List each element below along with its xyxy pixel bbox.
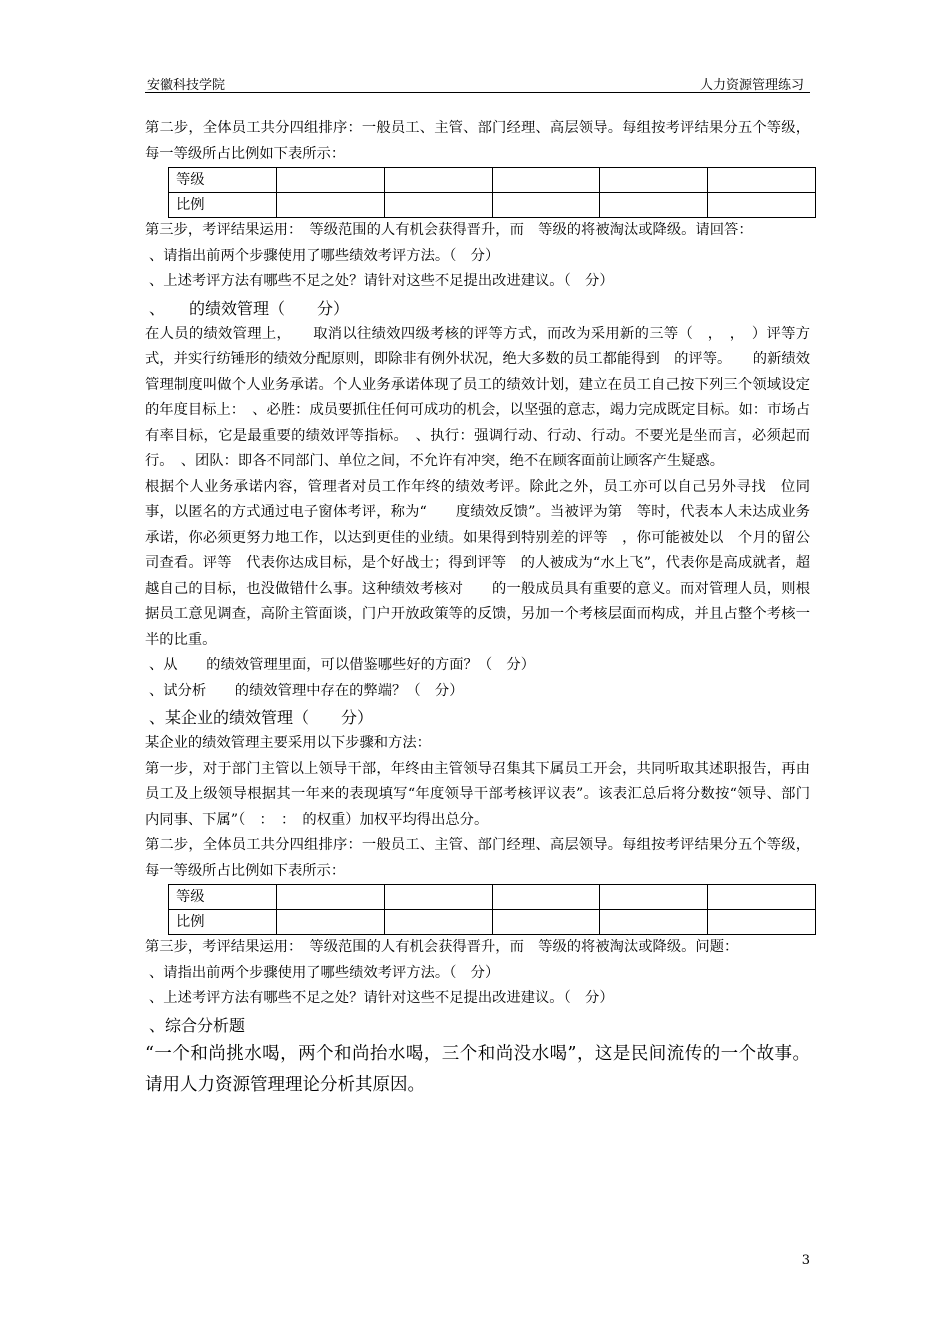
table-cell [492, 885, 600, 910]
table-cell [492, 168, 600, 193]
table-cell [600, 885, 708, 910]
page-number: 3 [801, 1253, 810, 1268]
table-cell [277, 910, 385, 935]
intro-text: 某企业的绩效管理主要采用以下步骤和方法： [145, 735, 431, 751]
header-school: 安徽科技学院 [147, 78, 226, 93]
case-text: “一个和尚挑水喝，两个和尚抬水喝，三个和尚没水喝”，这是民间流传的一个故事。请用人力资源管理理论分析其原因。 [145, 1043, 810, 1095]
question-1: 、从 的绩效管理里面，可以借鉴哪些好的方面？（ 分） [149, 657, 536, 673]
ratio-label: 比例 [169, 193, 277, 218]
table-cell [708, 885, 816, 910]
question-1: 、请指出前两个步骤使用了哪些绩效考评方法。（ 分） [149, 247, 500, 264]
table-cell [384, 885, 492, 910]
ratio-label: 比例 [169, 910, 277, 935]
question-1: 、请指出前两个步骤使用了哪些绩效考评方法。（ 分） [149, 964, 500, 981]
page-header [145, 72, 810, 93]
table-cell [600, 168, 708, 193]
table-cell [708, 193, 816, 218]
grade-label: 等级 [169, 885, 277, 910]
table-cell [384, 193, 492, 218]
step3-text: 第三步，考评结果运用： 等级范围的人有机会获得晋升，而 等级的将被淘汰或降级。请回答： [145, 222, 753, 238]
grade-table [168, 884, 816, 935]
table-row [169, 193, 816, 218]
question-2: 、上述考评方法有哪些不足之处？请针对这些不足提出改进建议。（ 分） [149, 273, 614, 289]
table-row [169, 168, 816, 193]
table-cell [384, 910, 492, 935]
step2-text: 第二步，全体员工共分四组排序：一般员工、主管、部门经理、高层领导。每组按考评结果分五个等级，每一等级所占比例如下表所示： [145, 120, 810, 162]
section-title: 、 的绩效管理（ 分） [149, 298, 350, 318]
paragraph: 根据个人业务承诺内容，管理者对员工作年终的绩效考评。除此之外，员工亦可以自己另外寻找 位同事，以匿名的方式通过电子窗体考评，称为“ 度绩效反馈”。当被评为第 等时，代表本人未达成业务承诺，你必须更努力地工作，以达到更佳的业绩。如果得到特别差的评等 ，你可能被处以 个月的留公司查看。评等 代表你达成目标，是个好战士；得到评等 的人被成为“水上飞”，代表你是高成就者，超越自己的目标，也没做错什么事。这种绩效考核对 的一般成员具有重要的意义。而对管理人员，则根据员工意见调查，高阶主管面谈，门户开放政策等的反馈，另加一个考核层面而构成，并且占整个考核一半的比重。 [145, 478, 810, 648]
grade-label: 等级 [169, 168, 277, 193]
table-row [169, 885, 816, 910]
table-cell [600, 910, 708, 935]
page-body [145, 116, 810, 1101]
table-cell [277, 193, 385, 218]
header-course: 人力资源管理练习 [699, 78, 804, 93]
question-2: 、上述考评方法有哪些不足之处？请针对这些不足提出改进建议。（ 分） [149, 990, 614, 1006]
table-cell [708, 910, 816, 935]
question-2: 、试分析 的绩效管理中存在的弊端？（ 分） [149, 682, 464, 699]
table-cell [600, 193, 708, 218]
section-title: 、综合分析题 [149, 1015, 246, 1035]
table-cell [708, 168, 816, 193]
table-cell [277, 168, 385, 193]
table-row [169, 910, 816, 935]
table-cell [492, 910, 600, 935]
paragraph: 在人员的绩效管理上， 取消以往绩效四级考核的评等方式，而改为采用新的三等（ ， ， ）评等方式，并实行纺锤形的绩效分配原则，即除非有例外状况，绝大多数的员工都能得到 的评等。 的新绩效管理制度叫做个人业务承诺。个人业务承诺体现了员工的绩效计划，建立在员工自己按下列三个领域设定的年度目标上： 、必胜：成员要抓住任何可成功的机会，以坚强的意志，竭力完成既定目标。如：市场占有率目标，它是最重要的绩效评等指标。 、执行：强调行动、行动、行动。不要光是坐而言，必须起而行。 、团队：即各不同部门、单位之间，不允许有冲突，绝不在顾客面前让顾客产生疑惑。 [145, 325, 810, 469]
step1-text: 第一步，对于部门主管以上领导干部，年终由主管领导召集其下属员工开会，共同听取其述职报告，再由员工及上级领导根据其一年来的表现填写“年度领导干部考核评议表”。该表汇总后将分数按“领导、部门内同事、下属”（ ： ： 的权重）加权平均得出总分。 [145, 760, 810, 828]
table-cell [384, 168, 492, 193]
section-title: 、某企业的绩效管理（ 分） [149, 708, 374, 727]
table-cell [492, 193, 600, 218]
grade-table [168, 167, 816, 218]
table-cell [277, 885, 385, 910]
step2-text: 第二步，全体员工共分四组排序：一般员工、主管、部门经理、高层领导。每组按考评结果分五个等级，每一等级所占比例如下表所示： [145, 837, 810, 879]
step3-text: 第三步，考评结果运用： 等级范围的人有机会获得晋升，而 等级的将被淘汰或降级。问题： [145, 939, 739, 955]
